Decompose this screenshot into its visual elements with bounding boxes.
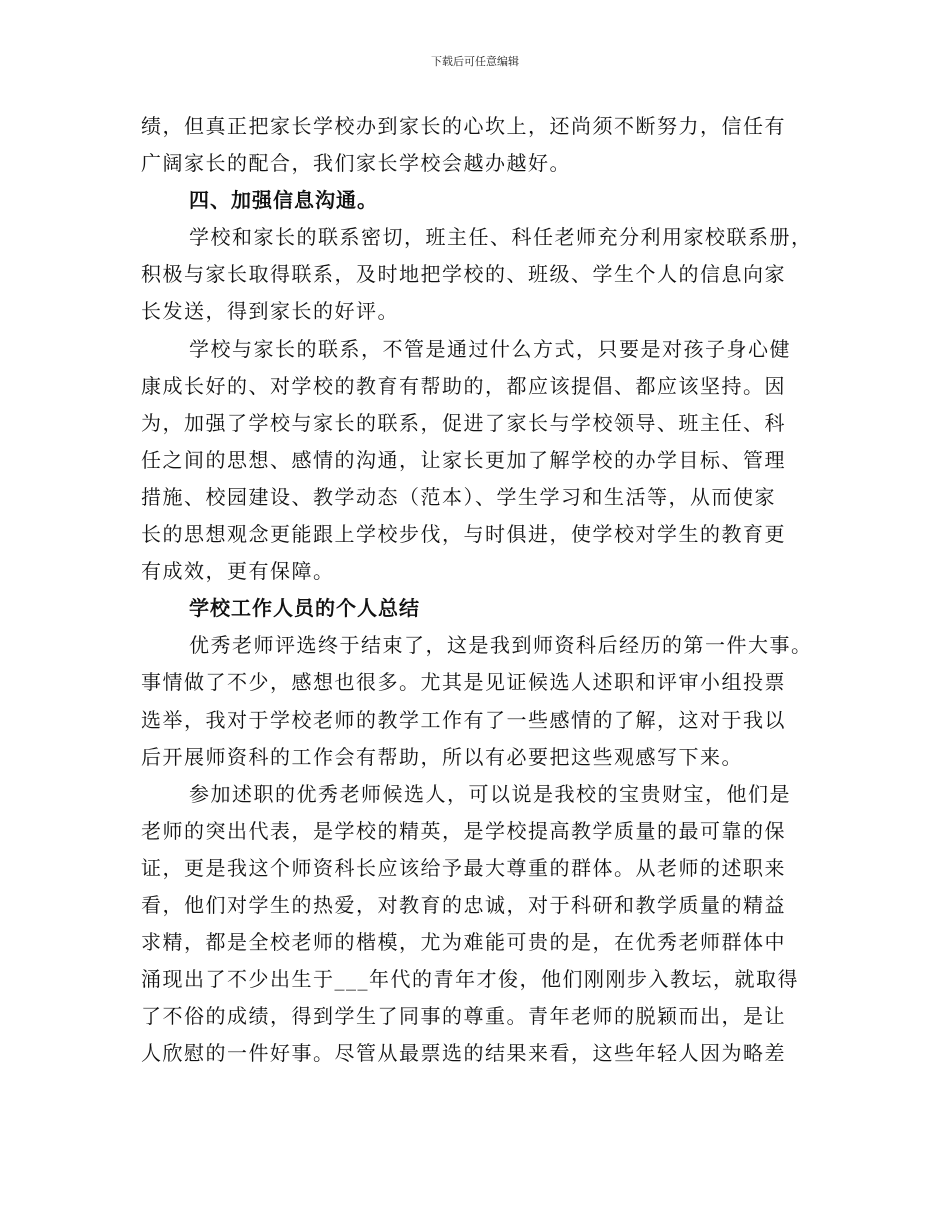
paragraph-line: 康成长好的、对学校的教育有帮助的，都应该提倡、都应该坚持。因 bbox=[141, 373, 786, 398]
paragraph-line: 人欣慰的一件好事。尽管从最票选的结果来看，这些年轻人因为略差 bbox=[141, 1041, 786, 1066]
paragraph-line: 广阔家长的配合，我们家长学校会越办越好。 bbox=[141, 151, 571, 176]
section-heading: 四、加强信息沟通。 bbox=[189, 188, 378, 213]
paragraph-line: 任之间的思想、感情的沟通，让家长更加了解学校的办学目标、管理 bbox=[141, 447, 786, 472]
paragraph-line: 选举，我对于学校老师的教学工作有了一些感情的了解，这对于我以 bbox=[141, 707, 786, 732]
paragraph-line: 优秀老师评选终于结束了，这是我到师资科后经历的第一件大事。 bbox=[189, 633, 813, 658]
paragraph-line: 证，更是我这个师资科长应该给予最大尊重的群体。从老师的述职来 bbox=[141, 855, 786, 880]
paragraph-line: 参加述职的优秀老师候选人，可以说是我校的宝贵财宝，他们是 bbox=[189, 781, 791, 806]
paragraph-line: 积极与家长取得联系，及时地把学校的、班级、学生个人的信息向家 bbox=[141, 262, 786, 287]
paragraph-line: 绩，但真正把家长学校办到家长的心坎上，还尚须不断努力，信任有 bbox=[141, 114, 786, 138]
paragraph-line: 长的思想观念更能跟上学校步伐，与时俱进，使学校对学生的教育更 bbox=[141, 522, 786, 547]
paragraph-line: 老师的突出代表，是学校的精英，是学校提高教学质量的最可靠的保 bbox=[141, 818, 786, 843]
paragraph-line: 措施、校园建设、教学动态（范本）、学生学习和生活等，从而使家 bbox=[141, 484, 776, 509]
paragraph-line: 后开展师资科的工作会有帮助，所以有必要把这些观感写下来。 bbox=[141, 744, 743, 769]
section-heading: 学校工作人员的个人总结 bbox=[189, 596, 420, 621]
paragraph-line: 涌现出了不少出生于___年代的青年才俊，他们刚刚步入教坛，就取得 bbox=[141, 967, 799, 992]
page-header: 下载后可任意编辑 bbox=[431, 55, 519, 68]
paragraph-line: 求精，都是全校老师的楷模，尤为难能可贵的是，在优秀老师群体中 bbox=[141, 930, 786, 955]
paragraph-line: 学校和家长的联系密切，班主任、科任老师充分利用家校联系册， bbox=[189, 225, 813, 250]
paragraph-line: 有成效，更有保障。 bbox=[141, 559, 335, 584]
paragraph-line: 为，加强了学校与家长的联系，促进了家长与学校领导、班主任、科 bbox=[141, 410, 786, 435]
paragraph-line: 事情做了不少，感想也很多。尤其是见证候选人述职和评审小组投票 bbox=[141, 670, 786, 695]
paragraph-line: 看，他们对学生的热爱，对教育的忠诚，对于科研和教学质量的精益 bbox=[141, 892, 786, 917]
paragraph-line: 长发送，得到家长的好评。 bbox=[141, 299, 399, 324]
paragraph-line: 学校与家长的联系，不管是通过什么方式，只要是对孩子身心健 bbox=[189, 336, 791, 361]
document-body bbox=[141, 108, 841, 1072]
paragraph-line: 了不俗的成绩，得到学生了同事的尊重。青年老师的脱颖而出，是让 bbox=[141, 1004, 786, 1029]
